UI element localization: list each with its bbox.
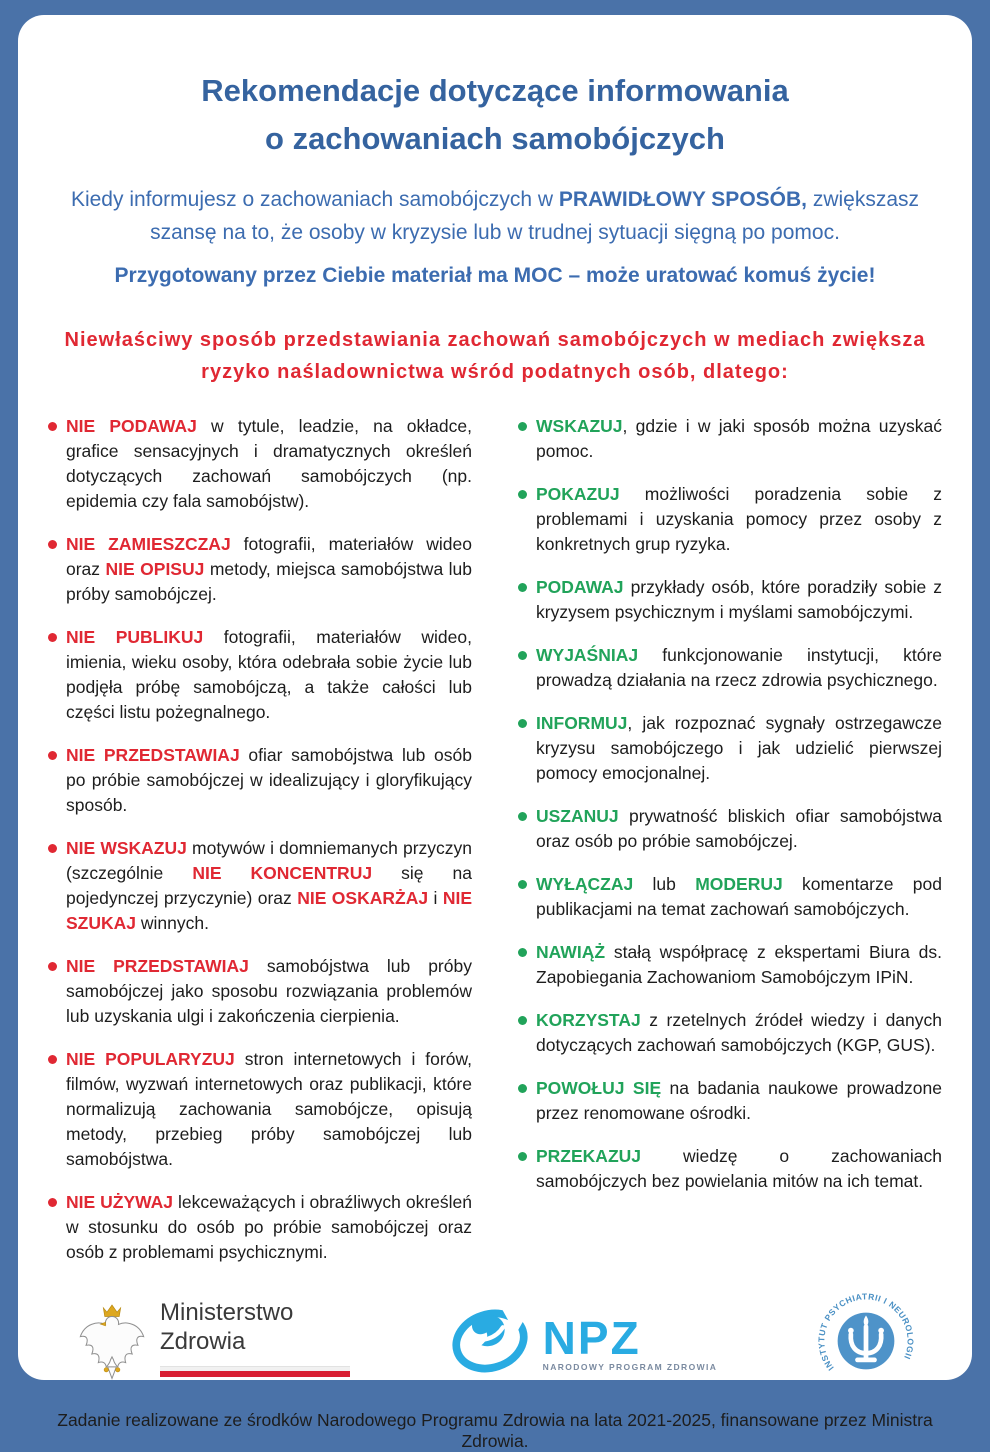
item-text: NIE POPULARYZUJ stron internetowych i forów, filmów, wyzwań internetowych oraz publikacji, które normalizują zachowania samobójcze, opisują metody, przebieg próby samobójczej lub samobójstwa. <box>66 1049 472 1169</box>
intro-paragraph: Kiedy informujesz o zachowaniach samobójczych w PRAWIDŁOWY SPOSÓB, zwiększasz szansę na to, że osoby w kryzysie lub w trudnej sytuacji sięgną po pomoc. <box>70 188 920 244</box>
bullet-dot <box>48 962 57 971</box>
bullet-dot <box>518 1152 527 1161</box>
item-text: WYŁĄCZAJ lub MODERUJ komentarze pod publikacjami na temat zachowań samobójczych. <box>536 874 943 919</box>
ministry-name <box>160 1298 350 1377</box>
do-item <box>518 1076 942 1126</box>
npz-logo <box>447 1298 718 1389</box>
item-text: PRZEKAZUJ wiedzę o zachowaniach samobójczych bez powielania mitów na ich temat. <box>536 1146 942 1191</box>
bullet-dot <box>48 540 57 549</box>
item-text: WYJAŚNIAJ funkcjonowanie instytucji, które prowadzą działania na rzecz zdrowia psychicznego. <box>536 645 942 690</box>
dont-item <box>48 414 472 514</box>
dont-item <box>48 532 472 607</box>
item-text: NIE PODAWAJ w tytule, leadzie, na okładce, grafice sensacyjnych i dramatycznych określeń dotyczących zachowań samobójczych (np. epidemia czy fala samobójstw). <box>66 416 472 511</box>
bullet-dot <box>518 948 527 957</box>
item-text: WSKAZUJ, gdzie i w jaki sposób można uzyskać pomoc. <box>536 416 942 461</box>
do-item <box>518 643 942 693</box>
bullet-dot <box>518 1016 527 1025</box>
bullet-dot <box>48 844 57 853</box>
npz-swirl-icon <box>447 1298 533 1389</box>
item-text: POKAZUJ możliwości poradzenia sobie z problemami i uzyskania pomocy przez osoby z konkretnych grup ryzyka. <box>536 484 942 554</box>
bullet-dot <box>518 880 527 889</box>
npz-subtitle: NARODOWY PROGRAM ZDROWIA <box>542 1361 718 1372</box>
do-column <box>518 414 942 1283</box>
bullet-dot <box>48 1055 57 1064</box>
do-item <box>518 804 942 854</box>
item-text: POWOŁUJ SIĘ na badania naukowe prowadzone przez renomowane ośrodki. <box>536 1078 943 1123</box>
dont-item <box>48 743 472 818</box>
impact-statement: Przygotowany przez Ciebie materiał ma MOC – może uratować komuś życie! <box>114 264 876 287</box>
dont-item <box>48 1190 472 1265</box>
item-text: NIE PRZEDSTAWIAJ ofiar samobójstwa lub osób po próbie samobójczej w idealizujący i gloryfikujący sposób. <box>66 745 472 815</box>
svg-text:INSTYTUT PSYCHIATRII I NEUROLO: INSTYTUT PSYCHIATRII I NEUROLOGII <box>816 1291 916 1373</box>
bullet-dot <box>518 812 527 821</box>
ministry-logo <box>76 1298 350 1389</box>
ministry-name-line2: Zdrowia <box>160 1328 246 1355</box>
npz-acronym: NPZ <box>542 1311 641 1364</box>
item-text: NIE WSKAZUJ motywów i domniemanych przyczyn (szczególnie NIE KONCENTRUJ się na pojedynczej przyczynie) oraz NIE OSKARŻAJ i NIE SZUKAJ winnych. <box>66 838 473 933</box>
logo-footer <box>18 1283 972 1398</box>
page-title-line1: Rekomendacje dotyczące informowania <box>201 73 789 108</box>
dont-item <box>48 836 472 936</box>
do-item <box>518 575 942 625</box>
item-text: PODAWAJ przykłady osób, które poradziły sobie z kryzysem psychicznym i myślami samobójczymi. <box>536 577 942 622</box>
item-text: KORZYSTAJ z rzetelnych źródeł wiedzy i danych dotyczących zachowań samobójczych (KGP, GUS). <box>536 1010 942 1055</box>
bullet-dot <box>518 719 527 728</box>
do-item <box>518 1008 942 1058</box>
do-item <box>518 872 942 922</box>
bullet-dot <box>518 422 527 431</box>
do-item <box>518 711 942 786</box>
bullet-dot <box>48 1198 57 1207</box>
funding-note: Zadanie realizowane ze środków Narodowego Programu Zdrowia na lata 2021-2025, finansowane przez Ministra Zdrowia. <box>57 1410 933 1451</box>
poster-card <box>18 15 972 1451</box>
item-text: NIE ZAMIESZCZAJ fotografii, materiałów wideo oraz NIE OPISUJ metody, miejsca samobójstwa lub próby samobójczej. <box>66 534 472 604</box>
item-text: NIE PUBLIKUJ fotografii, materiałów wideo, imienia, wieku osoby, która odebrała sobie życie lub podjęła próbę samobójczą, a także całości lub części listu pożegnalnego. <box>66 627 472 722</box>
bullet-dot <box>518 1084 527 1093</box>
bullet-dot <box>518 490 527 499</box>
item-text: USZANUJ prywatność bliskich ofiar samobójstwa oraz osób po próbie samobójczej. <box>536 806 942 851</box>
bullet-dot <box>48 633 57 642</box>
item-text: NIE UŻYWAJ lekceważących i obraźliwych określeń w stosunku do osób po próbie samobójczej oraz osób z problemami psychicznymi. <box>66 1192 472 1262</box>
ipin-logo <box>814 1289 918 1398</box>
do-item <box>518 482 942 557</box>
dont-item <box>48 625 472 725</box>
dont-item <box>48 1047 472 1172</box>
do-item <box>518 1144 942 1194</box>
poland-flag-bar <box>160 1366 350 1377</box>
item-text: NIE PRZEDSTAWIAJ samobójstwa lub próby samobójczej jako sposobu rozwiązania problemów lub uzyskania ulgi i zakończenia cierpienia. <box>66 956 472 1026</box>
bullet-dot <box>48 422 57 431</box>
bullet-dot <box>48 751 57 760</box>
ministry-name-line1: Ministerstwo <box>160 1299 294 1326</box>
page-title-line2: o zachowaniach samobójczych <box>265 121 725 156</box>
do-item <box>518 414 942 464</box>
dont-item <box>48 954 472 1029</box>
item-text: INFORMUJ, jak rozpoznać sygnały ostrzegawcze kryzysu samobójczego i jak udzielić pierwszej pomocy emocjonalnej. <box>536 713 942 783</box>
dont-column <box>48 414 472 1283</box>
do-item <box>518 940 942 990</box>
bullet-dot <box>518 583 527 592</box>
item-text: NAWIĄŻ stałą współpracę z ekspertami Biura ds. Zapobiegania Zachowaniom Samobójczym IPiN. <box>536 942 942 987</box>
recommendations-columns <box>18 388 972 1283</box>
page-title <box>18 67 972 163</box>
bullet-dot <box>518 651 527 660</box>
polish-eagle-icon <box>76 1298 148 1389</box>
warning-heading: Niewłaściwy sposób przedstawiania zachowań samobójczych w mediach zwiększa ryzyko naśladownictwa wśród podatnych osób, dlatego: <box>64 329 926 383</box>
